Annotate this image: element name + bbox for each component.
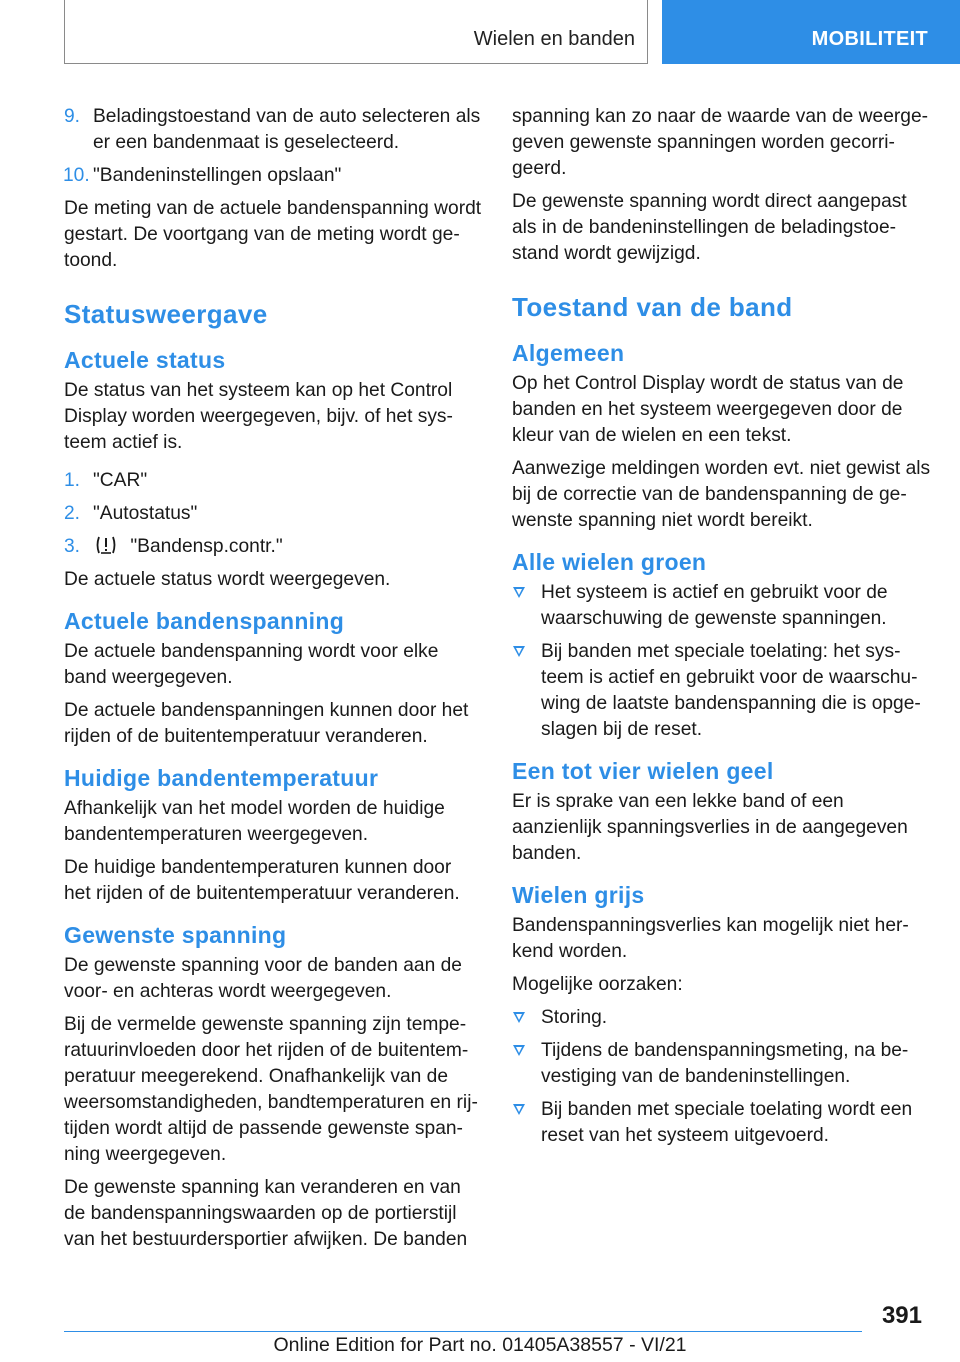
paragraph-grijs-1: Bandenspanningsverlies kan mogelijk niet herkend worden. [512, 915, 909, 962]
heading-alle-wielen-groen: Alle wielen groen [512, 549, 707, 575]
paragraph-algemeen-1: Op het Control Display wordt de status van de banden en het systeem weergegeven door de kleur van de wielen en een tekst. [512, 373, 904, 446]
heading-algemeen: Algemeen [512, 340, 625, 366]
triangle-bullet-icon [513, 587, 525, 598]
bullet-item [512, 639, 932, 743]
running-header-section-box [64, 0, 648, 64]
paragraph-actuele-status-wordt: De actuele status wordt weergegeven. [64, 569, 391, 590]
bullet-text: Bij banden met speciale toelating wordt een reset van het systeem uitgevoerd. [541, 1099, 913, 1146]
triangle-bullet-icon [513, 1045, 525, 1056]
triangle-bullet-icon [513, 1104, 525, 1115]
list-item [64, 501, 482, 527]
triangle-bullet-icon [513, 646, 525, 657]
left-column [64, 104, 482, 1260]
heading-actuele-status: Actuele status [64, 347, 226, 373]
heading-wielen-grijs: Wielen grijs [512, 882, 645, 908]
paragraph-grijs-2: Mogelijke oorzaken: [512, 974, 683, 995]
paragraph-kunnen-veranderen: De actuele bandenspanningen kunnen door het rijden of de buitentemperatuur veranderen. [64, 700, 469, 747]
paragraph-geel: Er is sprake van een lekke band of een aanzienlijk spanningsverlies in de aangegeven banden. [512, 791, 908, 864]
paragraph-continued-1: spanning kan zo naar de waarde van de weergegeven gewenste spanningen worden gecorrigeerd. [512, 106, 929, 179]
paragraph-gewenste-2: Bij de vermelde gewenste spanning zijn temperatuurinvloeden door het rijden of de buitentemperatuur meegerekend. Onafhankelijk van de weersomstandigheden, bandtemperaturen en rijtijden wordt altijd de passende gewenste spanning weergegeven. [64, 1014, 478, 1165]
paragraph-huidige-kunnen: De huidige bandentemperaturen kunnen door het rijden of de buitentemperatuur veranderen. [64, 857, 460, 904]
heading-een-tot-vier-wielen-geel: Een tot vier wielen geel [512, 758, 774, 784]
chapter-title: MOBILITEIT [811, 28, 928, 50]
footer-divider [64, 1331, 862, 1332]
step-text: "Bandeninstellingen opslaan" [93, 165, 342, 186]
list-item [64, 468, 482, 494]
heading-toestand-van-de-band: Toestand van de band [512, 292, 793, 322]
heading-actuele-bandenspanning: Actuele bandenspanning [64, 608, 345, 634]
tire-pressure-warning-icon [95, 534, 117, 556]
list-text: "Autostatus" [93, 503, 198, 524]
heading-statusweergave: Statusweergave [64, 299, 268, 329]
bullet-text: Storing. [541, 1007, 608, 1028]
page-number: 391 [881, 1302, 922, 1329]
running-header-chapter-tab [662, 0, 960, 64]
paragraph-elke-band: De actuele bandenspanning wordt voor elke band weergegeven. [64, 641, 439, 688]
list-item [64, 534, 482, 560]
bullet-item [512, 580, 932, 632]
bullet-text: Tijdens de bandenspanningsmeting, na bevestiging van de bandeninstellingen. [541, 1040, 909, 1087]
list-number: 3. [64, 536, 81, 557]
list-number: 1. [64, 470, 81, 491]
right-column [512, 104, 932, 1156]
step-10 [64, 163, 482, 189]
paragraph-status: De status van het systeem kan op het Control Display worden weergegeven, bijv. of het systeem actief is. [64, 380, 453, 453]
list-text: "Bandensp.contr." [130, 536, 283, 557]
step-9 [64, 104, 482, 156]
step-number: 10. [63, 165, 90, 186]
step-number: 9. [64, 106, 81, 127]
section-title: Wielen en banden [473, 28, 635, 50]
paragraph-gewenste-3: De gewenste spanning kan veranderen en van de bandenspanningswaarden op de portierstijl van het bestuurdersportier afwijken. De banden [64, 1177, 468, 1250]
bullet-item [512, 1005, 932, 1031]
footer-edition-text: Online Edition for Part no. 01405A38557 - VI/21 [273, 1334, 687, 1356]
heading-gewenste-spanning: Gewenste spanning [64, 922, 287, 948]
paragraph-afhankelijk: Afhankelijk van het model worden de huidige bandentemperaturen weergegeven. [64, 798, 445, 845]
paragraph-meting: De meting van de actuele bandenspanning wordt gestart. De voortgang van de meting wordt getoond. [64, 198, 482, 271]
heading-huidige-bandentemperatuur: Huidige bandentemperatuur [64, 765, 379, 791]
bullet-item [512, 1097, 932, 1149]
step-text: Beladingstoestand van de auto selecteren als er een bandenmaat is geselecteerd. [93, 106, 481, 153]
bullet-text: Het systeem is actief en gebruikt voor de waarschuwing de gewenste spanningen. [541, 582, 888, 629]
bullet-item [512, 1038, 932, 1090]
paragraph-gewenste-1: De gewenste spanning voor de banden aan de voor- en achteras wordt weergegeven. [64, 955, 462, 1002]
triangle-bullet-icon [513, 1012, 525, 1023]
list-number: 2. [64, 503, 81, 524]
paragraph-continued-2: De gewenste spanning wordt direct aangepast als in de bandeninstellingen de beladingstoestand wordt gewijzigd. [512, 191, 907, 264]
paragraph-algemeen-2: Aanwezige meldingen worden evt. niet gewist als bij de correctie van de bandenspanning de gewenste spanning niet wordt bereikt. [512, 458, 931, 531]
list-text: "CAR" [93, 470, 148, 491]
bullet-text: Bij banden met speciale toelating: het systeem is actief en gebruikt voor de waarschuwing de laatste bandenspanning die is opgeslagen bij de reset. [541, 641, 921, 740]
